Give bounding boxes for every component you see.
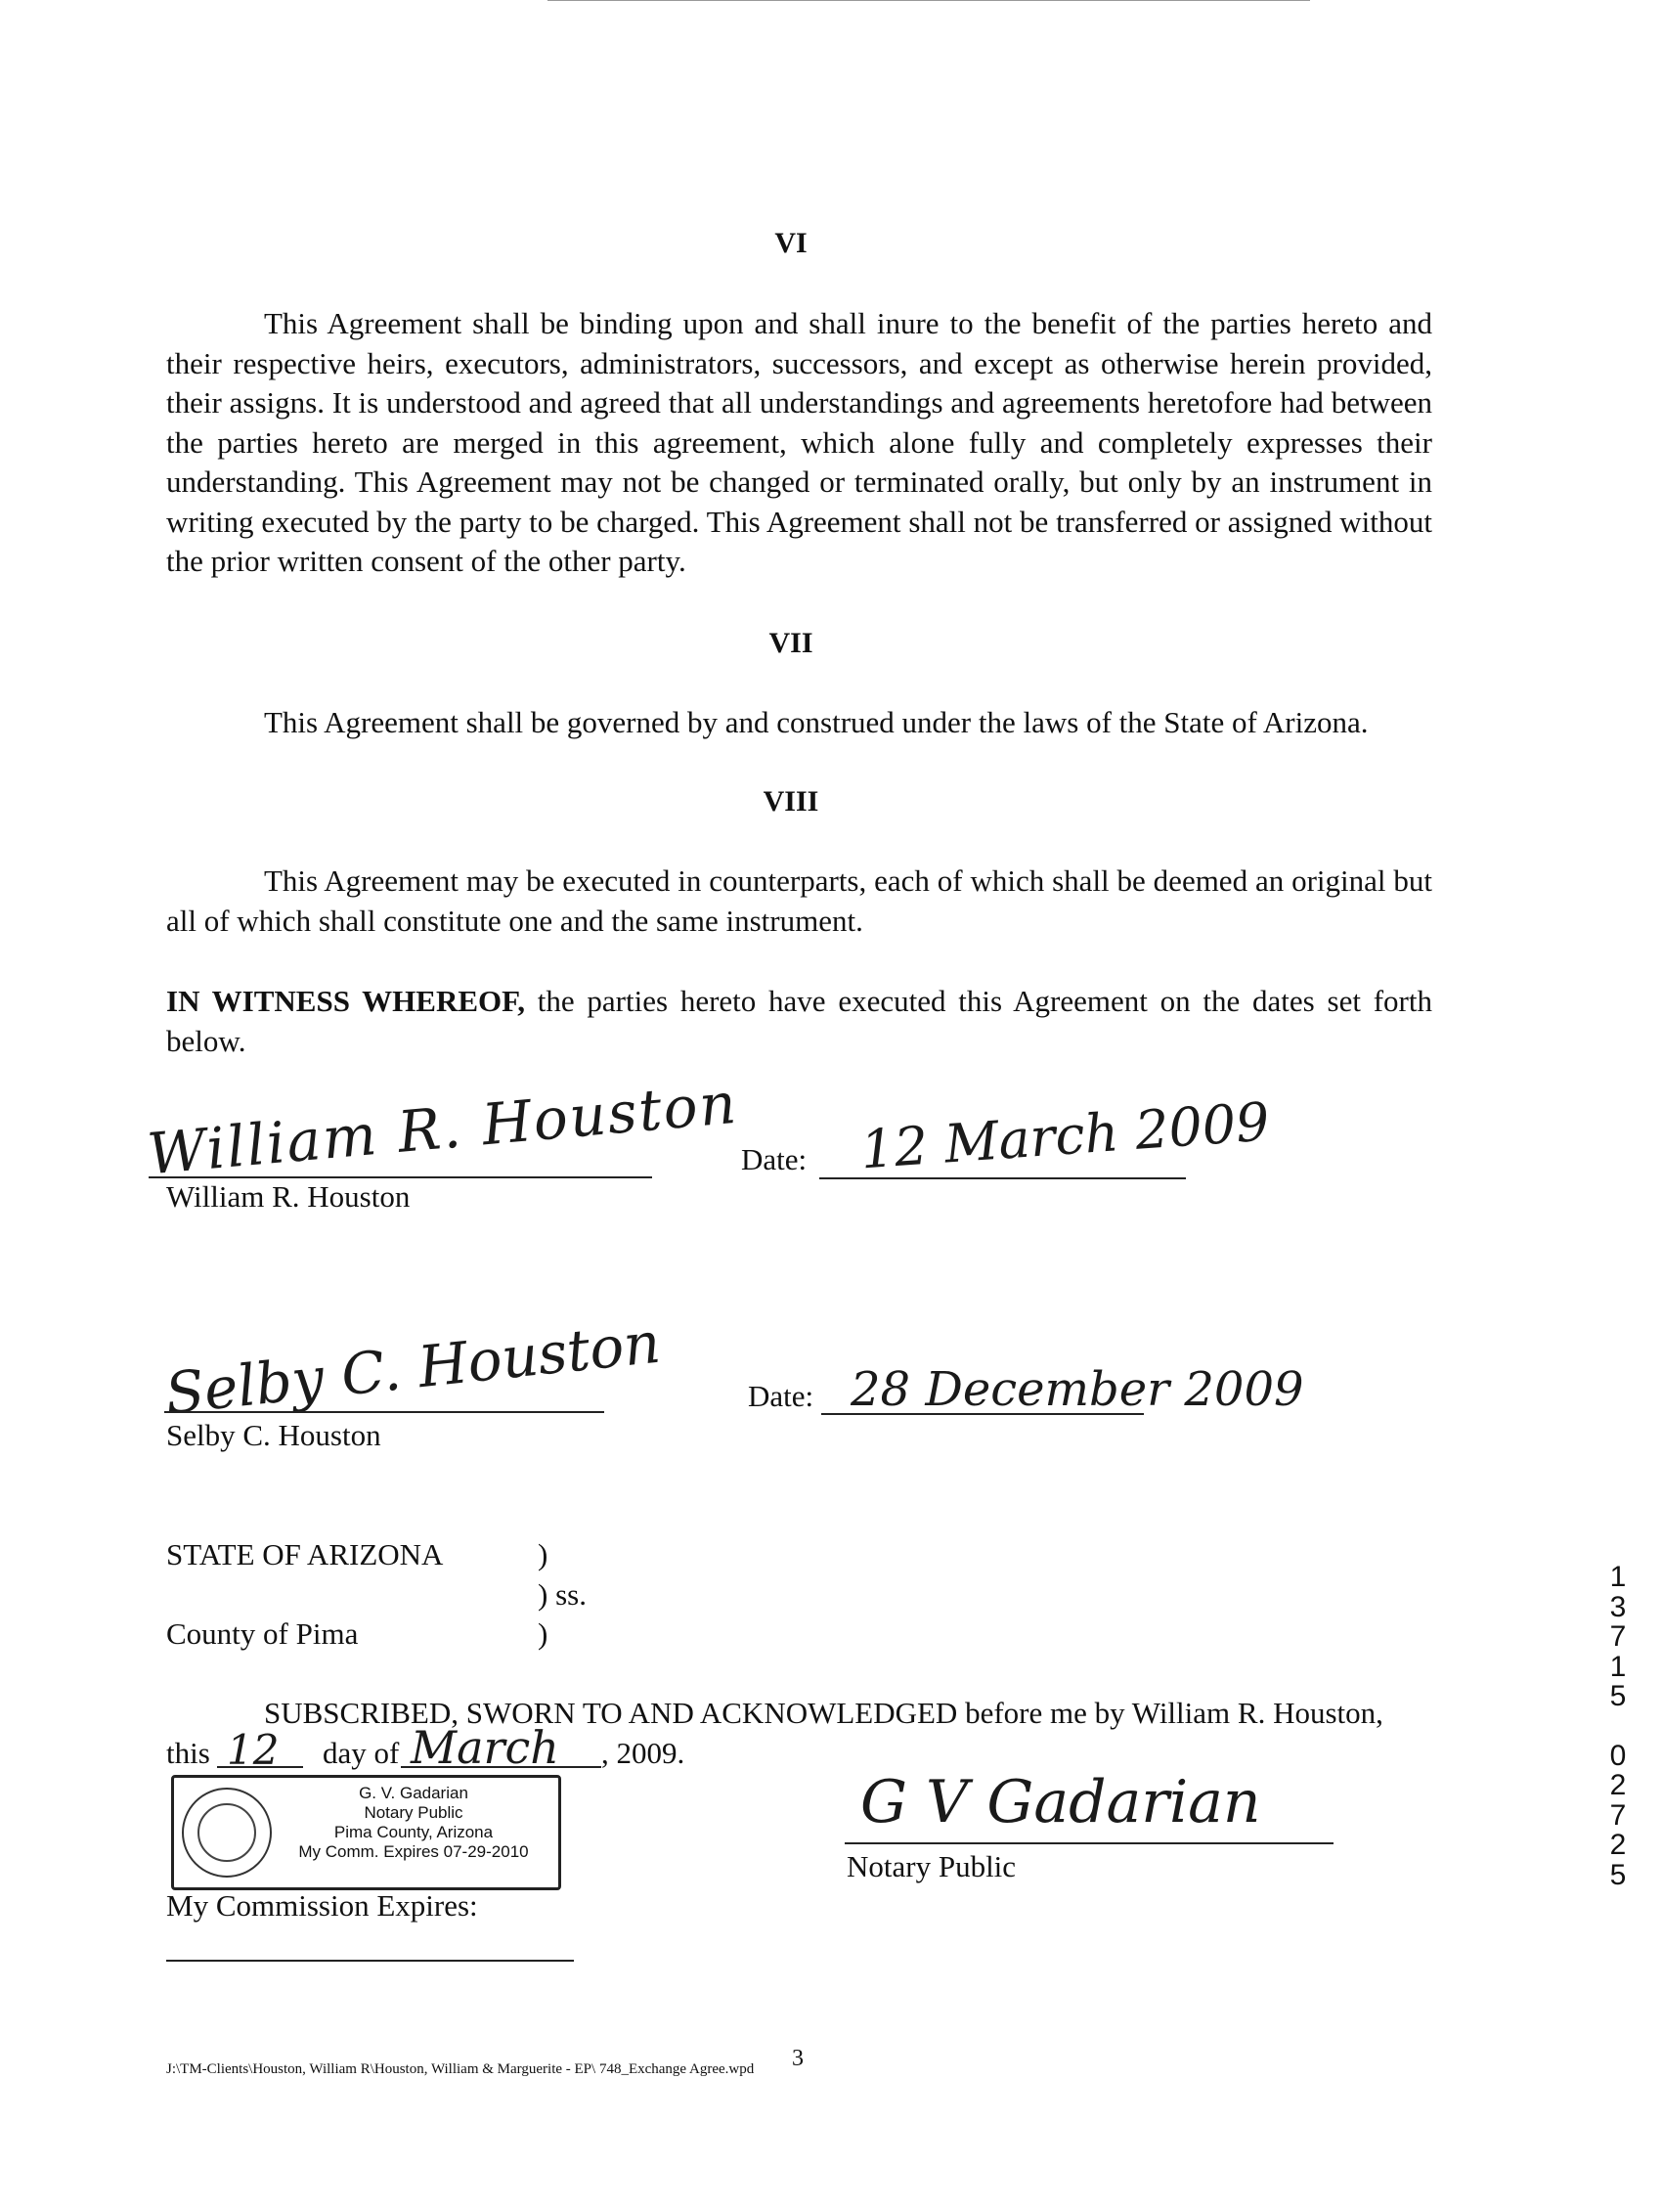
commission-label: My Commission Expires:: [166, 1888, 478, 1923]
ack-day-value: 12: [227, 1726, 280, 1774]
notary-stamp: [171, 1775, 561, 1890]
ack-day-of: day of: [323, 1736, 400, 1770]
signature-selby-houston: Selby C. Houston: [161, 1308, 664, 1428]
date-label-2: Date:: [748, 1379, 814, 1413]
section-heading-vi: VI: [774, 227, 808, 259]
witness-rest: the parties hereto have executed this Agreement on the dates set forth below.: [166, 984, 1432, 1058]
stamp-title: Notary Public: [364, 1803, 463, 1822]
section-vii-paragraph: This Agreement shall be governed by and construed under the laws of the State of Arizona.: [264, 705, 1369, 739]
venue-paren-2: ): [538, 1616, 548, 1651]
notary-label: Notary Public: [847, 1849, 1017, 1883]
date-label-1: Date:: [741, 1142, 808, 1176]
footer-file-path: J:\TM-Clients\Houston, William R\Houston, William & Marguerite - EP\ 748_Exchange Agree.wpd: [166, 2061, 755, 2077]
ack-year: , 2009.: [601, 1736, 685, 1770]
commission-line: [166, 1960, 574, 1962]
acknowledgment-line: SUBSCRIBED, SWORN TO AND ACKNOWLEDGED before me by William R. Houston,: [264, 1696, 1383, 1730]
notary-stamp-text: [272, 1784, 555, 1862]
section-vi-paragraph: This Agreement shall be binding upon and shall inure to the benefit of the parties hereto and their respective heirs, executors, administrators, successors, and except as otherwise herein provided, their assigns. It is understood and agreed that all understandings and agreements heretofore had between the parties hereto are merged in this agreement, which alone fully and completely expresses their understanding. This Agreement may not be changed or terminated orally, but only by an instrument in writing executed by the party to be charged. This Agreement shall not be transferred or assigned without the prior written consent of the other party.: [166, 306, 1432, 578]
notary-signature: G V Gadarian: [860, 1768, 1261, 1836]
page-number: 3: [792, 2046, 804, 2071]
section-heading-vii: VII: [768, 627, 813, 659]
date-handwritten-2: 28 December 2009: [851, 1362, 1304, 1417]
section-heading-viii: VIII: [763, 785, 819, 818]
witness-lead: IN WITNESS WHEREOF,: [166, 984, 525, 1018]
section-viii-paragraph: This Agreement may be executed in counterparts, each of which shall be deemed an original but all of which shall constitute one and the same instrument.: [166, 863, 1432, 938]
venue-ss: ) ss.: [538, 1577, 587, 1612]
witness-clause: [166, 982, 1432, 1061]
signature-william-houston: William R. Houston: [145, 1069, 741, 1188]
scan-edge-top: [547, 0, 1310, 1]
date-handwritten-1: 12 March 2009: [858, 1090, 1272, 1181]
ack-this: this: [166, 1736, 210, 1770]
venue-state: STATE OF ARIZONA: [166, 1537, 444, 1571]
stamp-name: G. V. Gadarian: [359, 1784, 468, 1802]
venue-paren-1: ): [538, 1537, 548, 1571]
bates-number: 1 3 7 1 5 0 2 7 2 5: [1609, 1561, 1627, 1891]
stamp-county: Pima County, Arizona: [333, 1823, 494, 1841]
stamp-expires: My Comm. Expires 07-29-2010: [298, 1842, 529, 1861]
notary-seal-icon: [182, 1788, 272, 1878]
signature-line-2: [164, 1411, 604, 1413]
signatory-name-1: William R. Houston: [166, 1179, 411, 1214]
ack-month-value: March: [411, 1721, 559, 1774]
venue-county: County of Pima: [166, 1616, 359, 1651]
notary-signature-line: [845, 1842, 1334, 1844]
signature-line-1: [149, 1176, 652, 1178]
signatory-name-2: Selby C. Houston: [166, 1418, 381, 1452]
